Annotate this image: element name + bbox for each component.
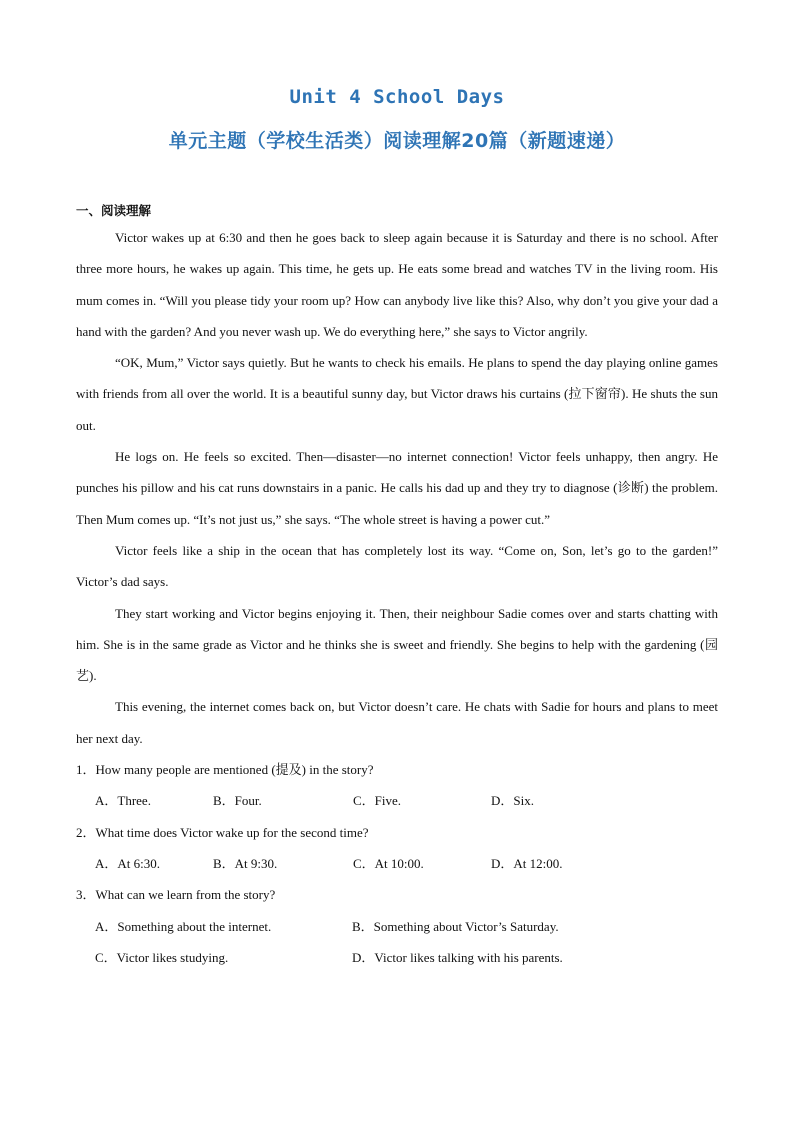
option-a[interactable]: A．Something about the internet. xyxy=(95,918,272,934)
option-b[interactable]: B．Something about Victor’s Saturday. xyxy=(352,918,559,934)
question-text: What can we learn from the story? xyxy=(95,887,276,903)
question-2-options xyxy=(76,848,718,879)
question-3-options-row-2 xyxy=(76,942,718,973)
option-d[interactable]: D．At 12:00. xyxy=(491,855,563,871)
question-3 xyxy=(76,879,718,910)
option-c[interactable]: C．Five. xyxy=(353,793,402,809)
option-b[interactable]: B．At 9:30. xyxy=(213,855,278,871)
option-d[interactable]: D．Six. xyxy=(491,793,534,809)
question-number: 1． xyxy=(76,762,96,778)
option-a[interactable]: A．Three. xyxy=(95,793,151,809)
passage-paragraph: They start working and Victor begins enjoying it. Then, their neighbour Sadie comes over and starts chatting with him. She is in the same grade as Victor and he thinks she is sweet and friendly. She begins to help with the gardening (园艺). xyxy=(76,605,718,684)
question-1-options xyxy=(76,785,718,816)
section-heading: 一、阅读理解 xyxy=(76,203,152,218)
question-2 xyxy=(76,817,718,848)
option-a[interactable]: A．At 6:30. xyxy=(95,855,161,871)
option-d[interactable]: D．Victor likes talking with his parents. xyxy=(352,949,563,965)
option-c[interactable]: C．At 10:00. xyxy=(353,855,424,871)
question-number: 2． xyxy=(76,824,96,840)
passage-paragraph: “OK, Mum,” Victor says quietly. But he wants to check his emails. He plans to spend the day playing online games with friends from all over the world. It is a beautiful sunny day, but Victor draws his curtains (拉下窗帘). He shuts the sun out. xyxy=(76,355,718,433)
passage-paragraph: He logs on. He feels so excited. Then—disaster—no internet connection! Victor feels unhappy, then angry. He punches his pillow and his cat runs downstairs in a panic. He calls his dad up and they try to diagnose (诊断) the problem. Then Mum comes up. “It’s not just us,” she says. “The whole street is having a power cut.” xyxy=(76,449,718,527)
question-text: How many people are mentioned (提及) in the story? xyxy=(95,762,374,778)
option-b[interactable]: B．Four. xyxy=(213,793,262,809)
question-3-options-row-1 xyxy=(76,911,718,942)
unit-title: Unit 4 School Days xyxy=(289,86,505,108)
passage-paragraph: Victor feels like a ship in the ocean that has completely lost its way. “Come on, Son, let’s go to the garden!” Victor’s dad says. xyxy=(76,542,718,590)
question-1 xyxy=(76,754,718,785)
question-number: 3． xyxy=(76,887,96,903)
unit-subtitle: 单元主题（学校生活类）阅读理解20篇（新题速递） xyxy=(168,130,626,152)
reading-section xyxy=(76,200,718,973)
option-c[interactable]: C．Victor likes studying. xyxy=(95,949,229,965)
passage-paragraph: Victor wakes up at 6:30 and then he goes back to sleep again because it is Saturday and there is no school. After three more hours, he wakes up again. This time, he gets up. He eats some bread and watches TV in the living room. His mum comes in. “Will you please tidy your room up? How can anybody live like this? Also, why don’t you give your dad a hand with the garden? And you never wash up. We do everything here,” she says to Victor angrily. xyxy=(76,230,718,339)
passage-paragraph: This evening, the internet comes back on, but Victor doesn’t care. He chats with Sadie for hours and plans to meet her next day. xyxy=(76,699,718,746)
question-text: What time does Victor wake up for the second time? xyxy=(95,824,369,840)
